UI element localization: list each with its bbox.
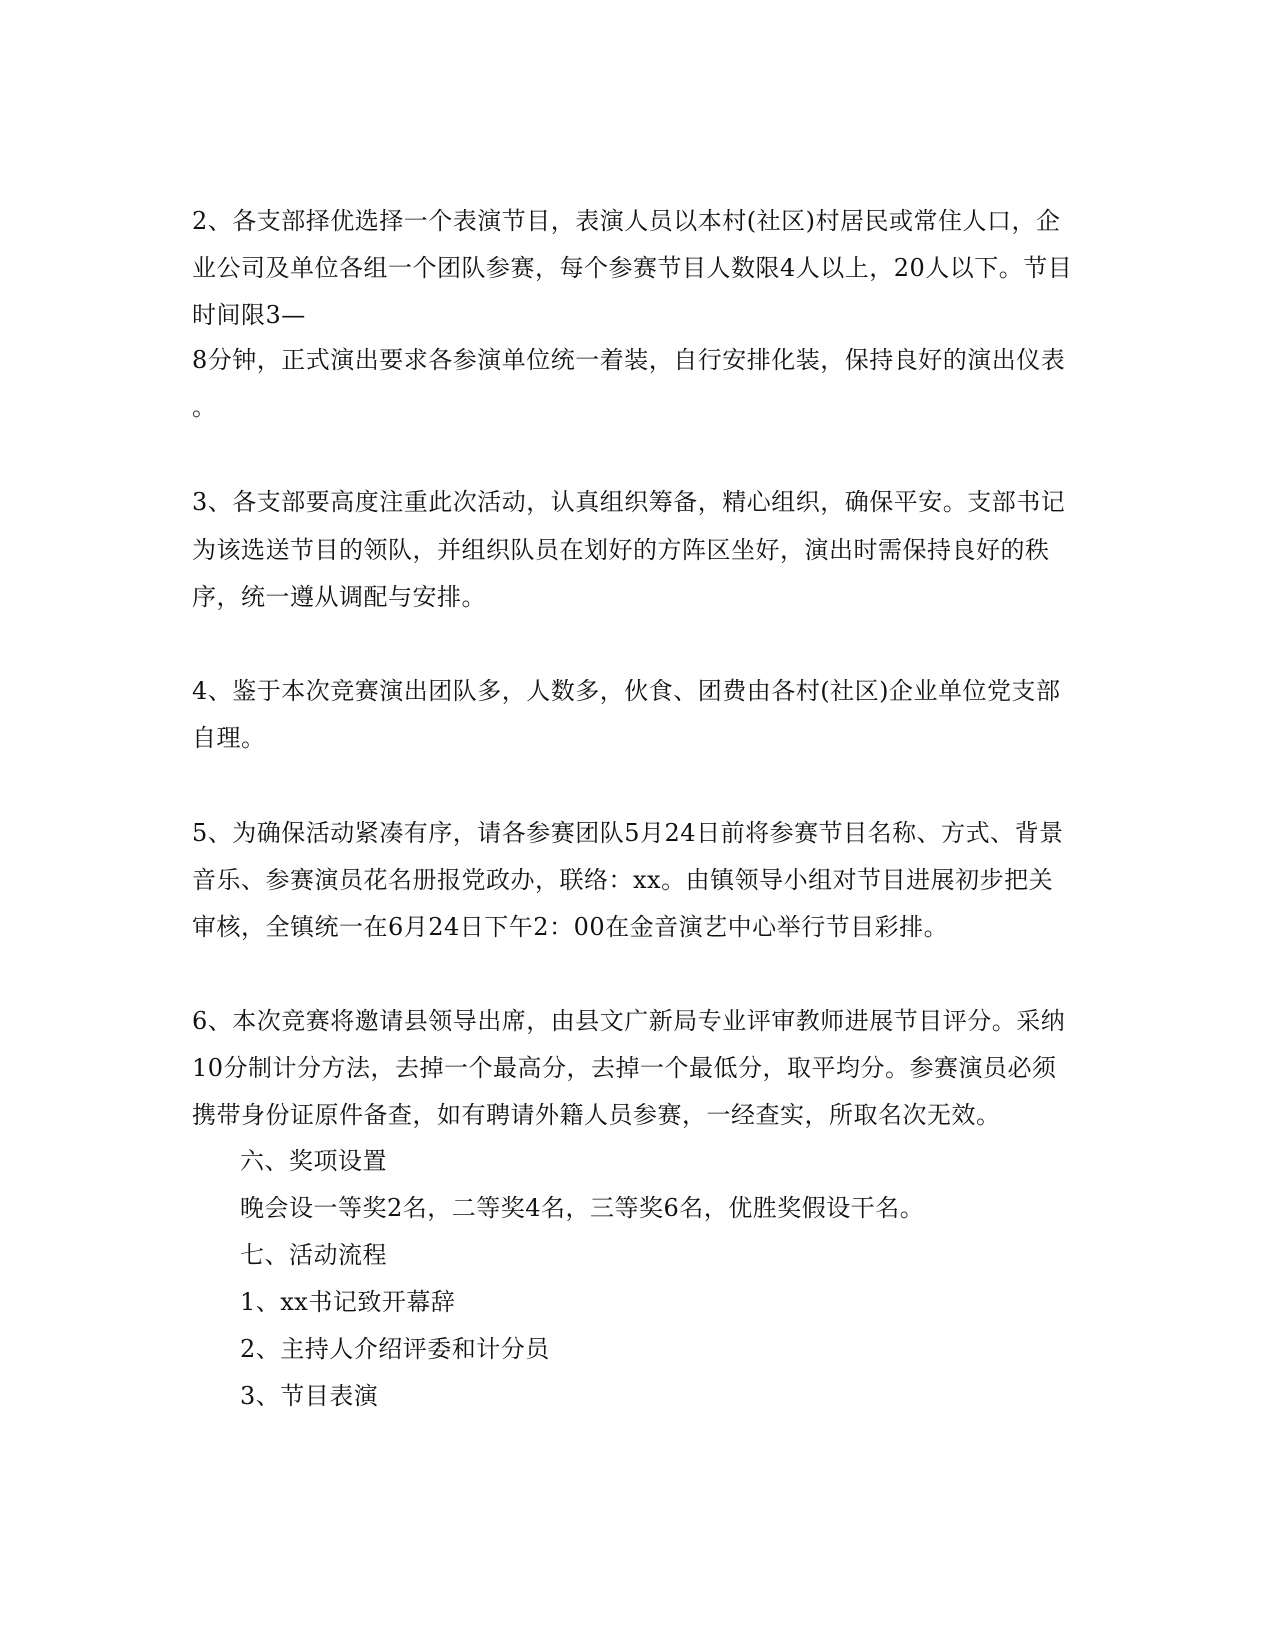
paragraph-5-line-1: 5、为确保活动紧凑有序，请各参赛团队5月24日前将参赛节目名称、方式、背景: [192, 819, 1064, 847]
paragraph-2-line-4: 8分钟，正式演出要求各参演单位统一着装，自行安排化装，保持良好的演出仪表: [192, 346, 1066, 374]
paragraph-5-line-3: 审核，全镇统一在6月24日下午2：00在金音演艺中心举行节目彩排。: [192, 913, 949, 941]
flow-heading: 七、活动流程: [240, 1241, 387, 1269]
paragraph-2-line-2: 业公司及单位各组一个团队参赛，每个参赛节目人数限4人以上，20人以下。节目: [192, 254, 1073, 282]
flow-item-2: 2、主持人介绍评委和计分员: [240, 1335, 550, 1363]
paragraph-2-line-1: 2、各支部择优选择一个表演节目，表演人员以本村(社区)村居民或常住人口，企: [192, 207, 1061, 235]
paragraph-6-line-3: 携带身份证原件备查，如有聘请外籍人员参赛，一经查实，所取名次无效。: [192, 1101, 1001, 1129]
paragraph-3-line-1: 3、各支部要高度注重此次活动，认真组织筹备，精心组织，确保平安。支部书记: [192, 488, 1066, 516]
paragraph-3-line-2: 为该选送节目的领队，并组织队员在划好的方阵区坐好，演出时需保持良好的秩: [192, 536, 1050, 564]
paragraph-6-line-2: 10分制计分方法，去掉一个最高分，去掉一个最低分，取平均分。参赛演员必须: [192, 1054, 1057, 1082]
flow-item-3: 3、节目表演: [240, 1382, 379, 1410]
flow-item-1: 1、xx书记致开幕辞: [240, 1288, 456, 1316]
paragraph-4-line-1: 4、鉴于本次竞赛演出团队多，人数多，伙食、团费由各村(社区)企业单位党支部: [192, 677, 1061, 705]
awards-heading: 六、奖项设置: [240, 1147, 387, 1175]
paragraph-6-line-1: 6、本次竞赛将邀请县领导出席，由县文广新局专业评审教师进展节目评分。采纳: [192, 1007, 1066, 1035]
paragraph-3-line-3: 序，统一遵从调配与安排。: [192, 583, 486, 611]
paragraph-4-line-2: 自理。: [192, 724, 266, 752]
awards-text: 晚会设一等奖2名，二等奖4名，三等奖6名，优胜奖假设干名。: [240, 1194, 925, 1222]
paragraph-2-line-5: 。: [192, 393, 217, 421]
paragraph-5-line-2: 音乐、参赛演员花名册报党政办，联络：xx。由镇领导小组对节目进展初步把关: [192, 866, 1054, 894]
paragraph-2-line-3: 时间限3—: [192, 301, 306, 329]
